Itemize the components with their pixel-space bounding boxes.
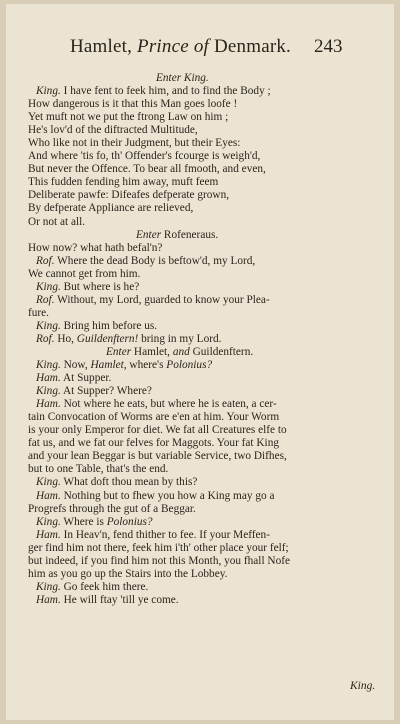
- catchword: King.: [350, 680, 376, 692]
- page-title: [70, 36, 291, 58]
- text-line: [6, 424, 394, 437]
- speaker-name: King.: [36, 515, 61, 528]
- text-line: [6, 268, 394, 281]
- italic-text: Polonius?: [166, 359, 213, 372]
- speaker-name: King.: [36, 385, 61, 398]
- italic-text: Polonius?: [106, 515, 153, 528]
- text-line: [6, 124, 394, 137]
- text-line: [6, 229, 394, 242]
- text-line: [6, 98, 394, 111]
- speaker-name: King.: [36, 359, 61, 372]
- text-line: [6, 281, 394, 294]
- line-text: Yet muft not we put the ftrong Law on him ;: [28, 111, 229, 124]
- text-line: [6, 385, 394, 398]
- line-text: Now,: [60, 359, 91, 372]
- line-text: Hamlet,: [131, 345, 173, 358]
- line-text: Go feek him there.: [60, 580, 149, 593]
- line-text: By defperate Appliance are relieved,: [28, 202, 194, 215]
- line-text: Where is: [60, 515, 107, 528]
- italic-text: and: [172, 345, 190, 358]
- text-line: [6, 411, 394, 424]
- text-line: [6, 450, 394, 463]
- text-line: [6, 85, 394, 98]
- line-text: Not where he eats, but where he is eaten, a cer-: [60, 398, 277, 411]
- speaker-name: King.: [36, 85, 61, 98]
- text-line: [6, 242, 394, 255]
- title-plain: Hamlet,: [70, 36, 138, 57]
- speaker-name: Ham.: [36, 398, 61, 411]
- line-text: Deliberate pawfe: Difeafes defperate grown,: [28, 189, 230, 202]
- text-line: [6, 516, 394, 529]
- line-text: At Supper.: [60, 372, 112, 385]
- text-line: [6, 359, 394, 372]
- line-text: but indeed, if you find him not this Month, you fhall Nofe: [28, 554, 290, 567]
- line-text: Rofeneraus.: [161, 228, 219, 241]
- text-line: [6, 333, 394, 346]
- line-text: Guildenftern.: [189, 345, 254, 358]
- line-text: fure.: [28, 306, 50, 319]
- line-text: He will ftay 'till ye come.: [60, 593, 179, 606]
- speaker-name: Rof.: [36, 332, 55, 345]
- speaker-name: Ham.: [36, 593, 61, 606]
- line-text: How now? what hath befal'n?: [28, 241, 163, 254]
- text-line: [6, 255, 394, 268]
- italic-text: Guildenftern!: [76, 332, 139, 345]
- speaker-name: King.: [36, 476, 61, 489]
- line-text: him as you go up the Stairs into the Lobbey.: [28, 567, 228, 580]
- line-text: Without, my Lord, guarded to know your Plea-: [54, 293, 270, 306]
- italic-text: Hamlet,: [90, 359, 127, 372]
- speaker-name: Rof.: [36, 254, 55, 267]
- text-line: [6, 490, 394, 503]
- line-text: fat us, and we fat our felves for Maggots. Your fat King: [28, 437, 279, 450]
- text-line: [6, 202, 394, 215]
- line-text: Who like not in their Judgment, but their Eyes:: [28, 137, 241, 150]
- page-number: 243: [314, 36, 343, 57]
- speaker-name: Ham.: [36, 372, 61, 385]
- line-text: ger find him not there, feek him i'th' other place your felf;: [28, 541, 289, 554]
- text-line: [6, 437, 394, 450]
- text-line: [6, 542, 394, 555]
- line-text: but to one Table, that's the end.: [28, 463, 169, 476]
- running-head: [6, 36, 394, 58]
- line-text: And where 'tis fo, th' Offender's fcourge is weigh'd,: [28, 150, 261, 163]
- play-text: [6, 72, 394, 607]
- text-line: [6, 72, 394, 85]
- line-text: bring in my Lord.: [138, 332, 222, 345]
- title-italic: Prince of: [137, 36, 214, 57]
- text-line: [6, 398, 394, 411]
- speaker-name: King.: [36, 319, 61, 332]
- line-text: where's: [126, 359, 167, 372]
- speaker-name: Ham.: [36, 489, 61, 502]
- line-text: Progrefs through the gut of a Beggar.: [28, 502, 196, 515]
- line-text: Ho,: [54, 332, 77, 345]
- text-line: [6, 111, 394, 124]
- line-text: tain Convocation of Worms are e'en at him. Your Worm: [28, 411, 280, 424]
- title-end: Denmark.: [213, 36, 292, 57]
- text-line: [6, 346, 394, 359]
- text-line: [6, 294, 394, 307]
- text-line: [6, 568, 394, 581]
- line-text: How dangerous is it that this Man goes loofe !: [28, 98, 238, 111]
- text-line: [6, 529, 394, 542]
- speaker-name: King.: [36, 580, 61, 593]
- text-line: [6, 476, 394, 489]
- line-text: is your only Emperor for diet. We fat all Creatures elfe to: [28, 424, 287, 437]
- text-line: [6, 307, 394, 320]
- text-line: [6, 372, 394, 385]
- text-line: [6, 581, 394, 594]
- line-text: I have fent to feek him, and to find the Body ;: [60, 85, 271, 98]
- book-page: [6, 4, 394, 720]
- text-line: [6, 594, 394, 607]
- line-text: and your lean Beggar is but variable Service, two Difhes,: [28, 450, 287, 463]
- line-text: Where the dead Body is beftow'd, my Lord,: [54, 254, 256, 267]
- line-text: Or not at all.: [28, 215, 86, 228]
- text-line: [6, 176, 394, 189]
- text-line: [6, 463, 394, 476]
- speaker-name: Ham.: [36, 528, 61, 541]
- line-text: But where is he?: [60, 280, 140, 293]
- text-line: [6, 150, 394, 163]
- text-line: [6, 503, 394, 516]
- text-line: [6, 189, 394, 202]
- text-line: [6, 320, 394, 333]
- line-text: This fudden fending him away, muft feem: [28, 176, 219, 189]
- line-text: But never the Offence. To bear all fmooth, and even,: [28, 163, 266, 176]
- text-line: [6, 137, 394, 150]
- speaker-name: King.: [36, 280, 61, 293]
- line-text: He's lov'd of the diftracted Multitude,: [28, 124, 198, 137]
- stage-direction: Enter: [106, 345, 132, 358]
- stage-direction: Enter King.: [156, 72, 209, 84]
- speaker-name: Rof.: [36, 293, 55, 306]
- line-text: In Heav'n, fend thither to fee. If your Meffen-: [60, 528, 270, 541]
- text-line: [6, 555, 394, 568]
- line-text: Bring him before us.: [60, 319, 158, 332]
- stage-direction: Enter: [136, 228, 162, 241]
- text-line: [6, 216, 394, 229]
- line-text: At Supper? Where?: [60, 385, 152, 398]
- line-text: What doft thou mean by this?: [60, 476, 198, 489]
- line-text: Nothing but to fhew you how a King may go a: [60, 489, 275, 502]
- text-line: [6, 163, 394, 176]
- line-text: We cannot get from him.: [28, 267, 141, 280]
